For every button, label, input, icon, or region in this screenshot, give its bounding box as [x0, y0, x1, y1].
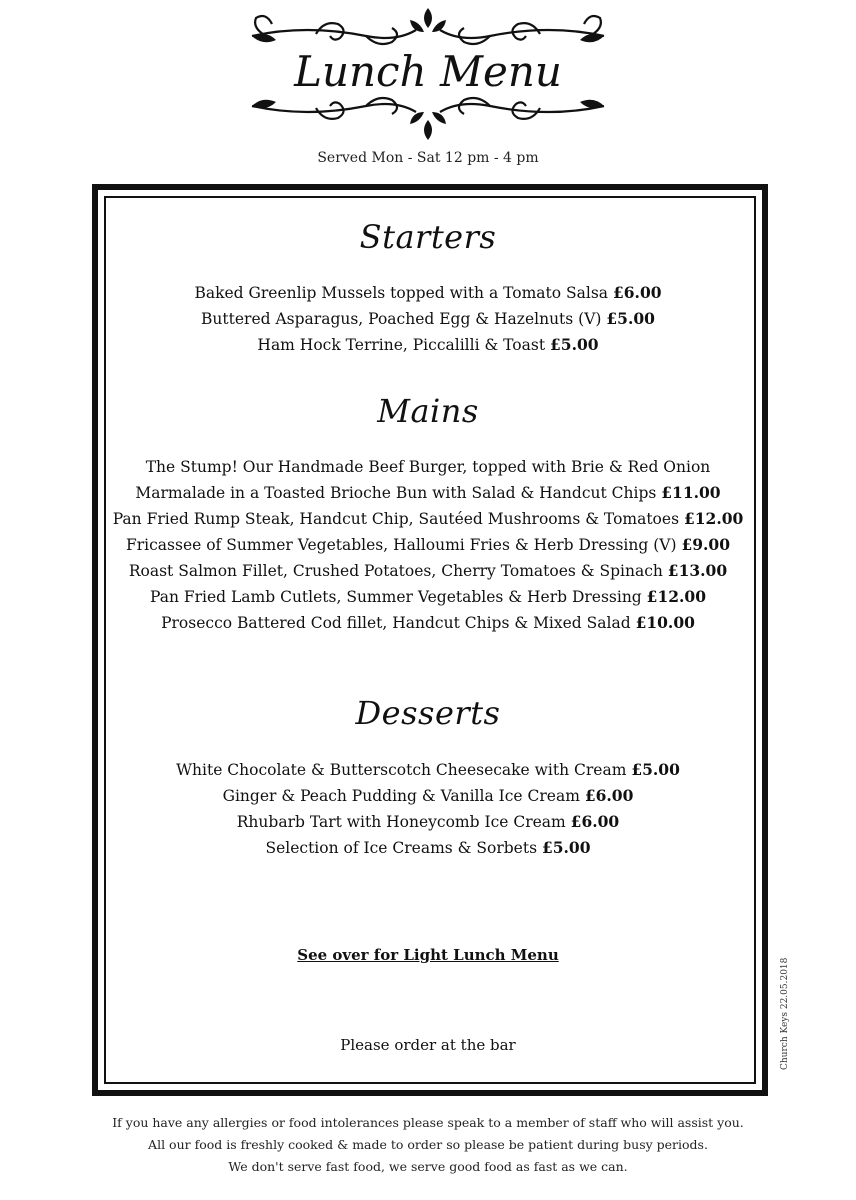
item-name: Prosecco Battered Cod fillet, Handcut Chips & Mixed Salad: [161, 614, 631, 632]
footer-line: If you have any allergies or food intolerances please speak to a member of staff who will assist you.: [112, 1115, 744, 1130]
menu-item: [110, 757, 746, 783]
item-name: Pan Fried Rump Steak, Handcut Chip, Sautéed Mushrooms & Tomatoes: [112, 510, 680, 528]
item-price: £5.00: [541, 838, 591, 857]
bottom-flourish: [252, 98, 604, 119]
item-price: £5.00: [631, 760, 680, 779]
top-leaves: [252, 8, 604, 42]
mains-list: [110, 455, 746, 636]
item-price: £5.00: [550, 335, 599, 354]
section-title-desserts: Desserts: [355, 694, 501, 732]
menu-item: [110, 455, 746, 506]
item-name: Buttered Asparagus, Poached Egg & Hazelnuts (V): [201, 310, 602, 328]
section-title-starters: Starters: [359, 218, 497, 256]
header-ornament: [246, 6, 610, 146]
item-price: £12.00: [683, 509, 744, 528]
item-name: Rhubarb Tart with Honeycomb Ice Cream: [236, 813, 566, 831]
item-name: Fricassee of Summer Vegetables, Halloumi Fries & Herb Dressing (V): [126, 536, 677, 554]
item-price: £5.00: [606, 309, 655, 328]
menu-item: [110, 835, 746, 861]
order-note: Please order at the bar: [340, 1036, 516, 1054]
item-name: Baked Greenlip Mussels topped with a Tomato Salsa: [194, 284, 609, 302]
side-note: Church Keys 22.05.2018: [780, 957, 790, 1070]
item-price: £10.00: [635, 613, 695, 632]
menu-item: [110, 280, 746, 306]
item-price: £11.00: [661, 483, 721, 502]
item-price: £6.00: [570, 812, 620, 831]
light-lunch-link[interactable]: See over for Light Lunch Menu: [297, 946, 559, 964]
item-price: £12.00: [646, 587, 706, 606]
menu-item: [110, 610, 746, 636]
menu-item: [110, 506, 746, 532]
serving-hours: Served Mon - Sat 12 pm - 4 pm: [317, 150, 539, 166]
menu-title: Lunch Menu: [294, 47, 562, 96]
starters-list: [110, 280, 746, 358]
menu-item: [110, 306, 746, 332]
item-price: £9.00: [681, 535, 730, 554]
item-name: Roast Salmon Fillet, Crushed Potatoes, Cherry Tomatoes & Spinach: [128, 562, 663, 580]
footer-line: We don't serve fast food, we serve good food as fast as we can.: [228, 1159, 628, 1174]
menu-item: [110, 332, 746, 358]
section-title-mains: Mains: [377, 392, 479, 430]
desserts-list: [110, 757, 746, 861]
item-name: The Stump! Our Handmade Beef Burger, topped with Brie & Red Onion Marmalade in a Toasted Brioche Bun with Salad & Handcut Chips: [135, 458, 711, 502]
item-name: Pan Fried Lamb Cutlets, Summer Vegetables & Herb Dressing: [149, 588, 642, 606]
item-name: White Chocolate & Butterscotch Cheesecake with Cream: [176, 761, 627, 779]
item-name: Ham Hock Terrine, Piccalilli & Toast: [257, 336, 546, 354]
item-price: £6.00: [612, 283, 662, 302]
menu-item: [110, 809, 746, 835]
footer-line: All our food is freshly cooked & made to order so please be patient during busy periods.: [148, 1137, 708, 1152]
item-price: £13.00: [667, 561, 728, 580]
menu-item: [110, 584, 746, 610]
item-name: Selection of Ice Creams & Sorbets: [265, 839, 538, 857]
item-price: £6.00: [584, 786, 634, 805]
item-name: Ginger & Peach Pudding & Vanilla Ice Cream: [222, 787, 580, 805]
footer-notes: [0, 1112, 856, 1178]
menu-item: [110, 532, 746, 558]
bottom-leaves: [252, 100, 604, 140]
menu-item: [110, 558, 746, 584]
menu-item: [110, 783, 746, 809]
